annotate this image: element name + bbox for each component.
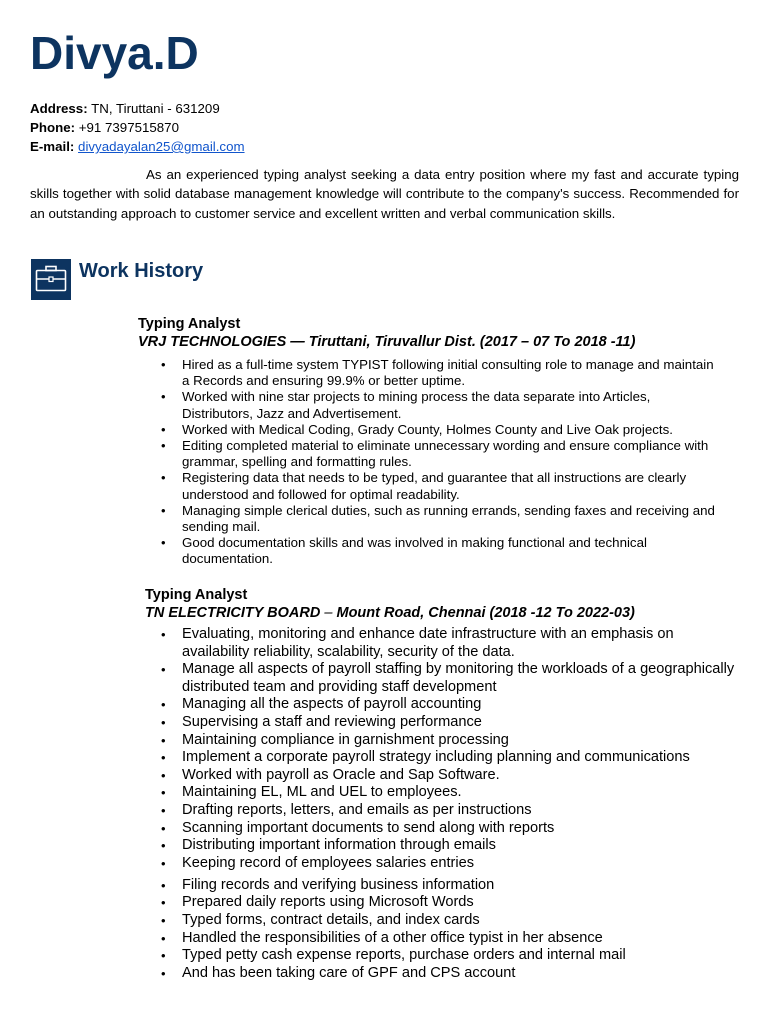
section-title-work-history: Work History	[79, 260, 204, 282]
briefcase-icon	[31, 259, 71, 300]
list-item: • Worked with nine star projects to mining process the data separate into Articles, Distributors, Jazz and Advertisement.	[182, 389, 722, 421]
job-company	[145, 604, 635, 622]
company-part: –	[320, 605, 337, 621]
company-part: TN	[145, 605, 169, 621]
list-item: • Implement a corporate payroll strategy including planning and communications	[182, 749, 742, 767]
address-value: TN, Tiruttani - 631209	[91, 101, 220, 116]
list-item: • And has been taking care of GPF and CPS account	[182, 965, 742, 983]
candidate-name: Divya.D	[30, 27, 199, 79]
list-item: • Typed petty cash expense reports, purchase orders and internal mail	[182, 947, 742, 965]
list-item: • Managing all the aspects of payroll accounting	[182, 696, 742, 714]
job-title: Typing Analyst	[138, 316, 241, 332]
list-item: • Filing records and verifying business information	[182, 877, 742, 895]
list-item: • Hired as a full-time system TYPIST following initial consulting role to manage and maintain a Records and ensuring 99.9% or better uptime.	[182, 357, 722, 389]
address-line	[30, 99, 245, 118]
phone-value: +91 7397515870	[78, 120, 179, 135]
list-item: • Managing simple clerical duties, such as running errands, sending faxes and receiving and sending mail.	[182, 503, 722, 535]
address-label: Address:	[30, 101, 88, 116]
list-item: • Scanning important documents to send along with reports	[182, 820, 742, 838]
job-company: VRJ TECHNOLOGIES — Tiruttani, Tiruvallur Dist. (2017 – 07 To 2018 -11)	[138, 334, 636, 350]
company-part: ELECTRICITY BOARD	[168, 605, 321, 621]
summary-paragraph: As an experienced typing analyst seeking a data entry position where my fast and accurate typing skills together with solid database management knowledge will contribute to the company's success. Recommended for an outstanding approach to customer service and excellent written and verbal communication skills.	[30, 167, 739, 221]
list-item: • Registering data that needs to be typed, and guarantee that all instructions are clearly understood and followed for optimal readability.	[182, 470, 722, 502]
list-item: • Editing completed material to eliminate unnecessary wording and ensure compliance with grammar, spelling and formatting rules.	[182, 438, 722, 470]
list-item: • Drafting reports, letters, and emails as per instructions	[182, 802, 742, 820]
list-item: • Worked with Medical Coding, Grady County, Holmes County and Live Oak projects.	[182, 422, 722, 438]
list-item: • Typed forms, contract details, and index cards	[182, 912, 742, 930]
job-bullets	[182, 626, 742, 982]
list-item: • Manage all aspects of payroll staffing by monitoring the workloads of a geographically distributed team and providing staff development	[182, 661, 742, 696]
list-item: • Prepared daily reports using Microsoft Words	[182, 894, 742, 912]
phone-label: Phone:	[30, 120, 76, 135]
list-item: • Maintaining compliance in garnishment processing	[182, 732, 742, 750]
list-item: • Handled the responsibilities of a other office typist in her absence	[182, 930, 742, 948]
contact-block	[30, 99, 245, 156]
email-label: E-mail:	[30, 139, 75, 154]
list-item: • Good documentation skills and was involved in making functional and technical documentation.	[182, 535, 722, 567]
list-item: • Maintaining EL, ML and UEL to employees.	[182, 784, 742, 802]
email-link[interactable]: divyadayalan25@gmail.com	[78, 139, 245, 154]
phone-line	[30, 118, 245, 137]
company-part: Mount Road, Chennai (2018 -12 To 2022-03)	[336, 605, 635, 621]
job-title: Typing Analyst	[145, 587, 248, 603]
list-item: • Distributing important information through emails	[182, 837, 742, 855]
list-item: • Keeping record of employees salaries entries	[182, 855, 742, 873]
list-item: • Worked with payroll as Oracle and Sap Software.	[182, 767, 742, 785]
list-item: • Supervising a staff and reviewing performance	[182, 714, 742, 732]
list-item: • Evaluating, monitoring and enhance date infrastructure with an emphasis on availability reliability, scalability, security of the data.	[182, 626, 742, 661]
email-line	[30, 137, 245, 156]
job-bullets	[182, 357, 722, 568]
